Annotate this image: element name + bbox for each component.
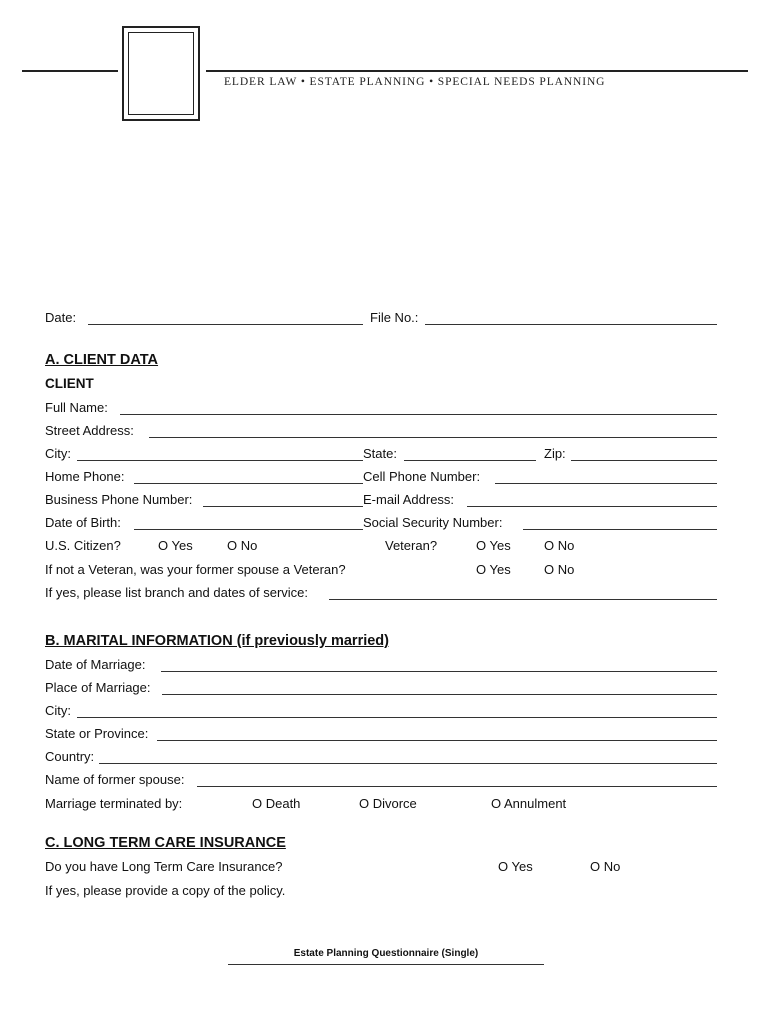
file-no-label: File No.: [370,310,419,325]
header-rule-left [22,70,118,72]
divorce-option[interactable]: O Divorce [359,796,417,811]
former-spouse-name-label: Name of former spouse: [45,772,185,787]
us-citizen-label: U.S. Citizen? [45,538,121,553]
date-of-marriage-field[interactable] [161,671,717,672]
home-phone-label: Home Phone: [45,469,125,484]
full-name-field[interactable] [120,414,717,415]
footer-rule [228,964,544,965]
cell-phone-field[interactable] [495,483,717,484]
former-spouse-veteran-label: If not a Veteran, was your former spouse a Veteran? [45,562,346,577]
ssn-field[interactable] [523,529,717,530]
file-no-field[interactable] [425,324,717,325]
ltc-question-label: Do you have Long Term Care Insurance? [45,859,283,874]
footer-title: Estate Planning Questionnaire (Single) [293,948,479,959]
practice-tagline: ELDER LAW • ESTATE PLANNING • SPECIAL NEEDS PLANNING [224,76,606,88]
logo-frame [122,26,200,121]
branch-dates-label: If yes, please list branch and dates of service: [45,585,309,600]
citizen-no-option[interactable]: O No [227,538,258,553]
full-name-label: Full Name: [45,400,108,415]
client-subheading: CLIENT [45,376,94,391]
annulment-option[interactable]: O Annulment [491,796,567,811]
date-label: Date: [45,310,77,325]
state-province-label: State or Province: [45,726,149,741]
email-field[interactable] [467,506,717,507]
business-phone-field[interactable] [203,506,363,507]
date-of-marriage-label: Date of Marriage: [45,657,146,672]
ltc-copy-note: If yes, please provide a copy of the policy. [45,883,286,898]
veteran-yes-option[interactable]: O Yes [476,538,511,553]
state-label: State: [363,446,397,461]
state-province-field[interactable] [157,740,717,741]
marriage-city-label: City: [45,703,71,718]
place-of-marriage-field[interactable] [162,694,717,695]
dob-label: Date of Birth: [45,515,121,530]
place-of-marriage-label: Place of Marriage: [45,680,151,695]
spouse-veteran-no-option[interactable]: O No [544,562,575,577]
death-option[interactable]: O Death [252,796,301,811]
city-field[interactable] [77,460,363,461]
header-rule-right [206,70,748,72]
country-label: Country: [45,749,95,764]
dob-field[interactable] [134,529,363,530]
cell-phone-label: Cell Phone Number: [363,469,481,484]
state-field[interactable] [404,460,536,461]
home-phone-field[interactable] [134,483,363,484]
citizen-yes-option[interactable]: O Yes [158,538,193,553]
street-address-field[interactable] [149,437,717,438]
marriage-city-field[interactable] [77,717,717,718]
ltc-yes-option[interactable]: O Yes [498,859,533,874]
section-b-heading: B. MARITAL INFORMATION (if previously married) [45,633,389,649]
marriage-terminated-label: Marriage terminated by: [45,796,183,811]
spouse-veteran-yes-option[interactable]: O Yes [476,562,511,577]
section-a-heading: A. CLIENT DATA [45,352,159,368]
ltc-no-option[interactable]: O No [590,859,621,874]
email-label: E-mail Address: [363,492,455,507]
veteran-label: Veteran? [385,538,438,553]
date-field[interactable] [88,324,363,325]
street-address-label: Street Address: [45,423,134,438]
zip-label: Zip: [544,446,566,461]
business-phone-label: Business Phone Number: [45,492,193,507]
veteran-no-option[interactable]: O No [544,538,575,553]
zip-field[interactable] [571,460,717,461]
former-spouse-name-field[interactable] [197,786,717,787]
city-label: City: [45,446,71,461]
branch-dates-field[interactable] [329,599,717,600]
country-field[interactable] [99,763,717,764]
ssn-label: Social Security Number: [363,515,503,530]
section-c-heading: C. LONG TERM CARE INSURANCE [45,835,286,851]
logo-inner-frame [128,32,194,115]
